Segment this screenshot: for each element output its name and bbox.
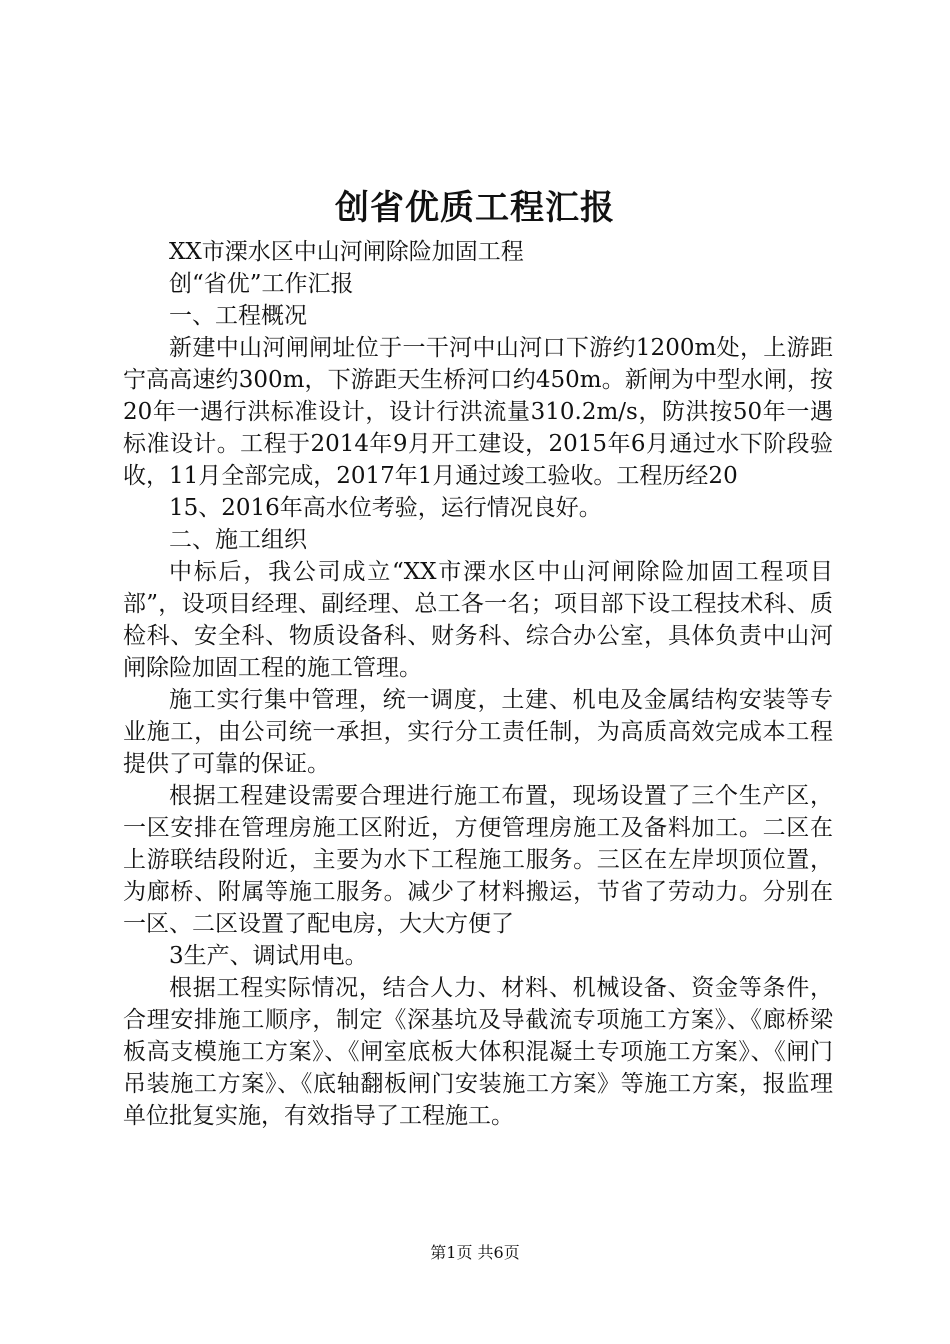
paragraph-overview-continued: 15、2016年高水位考验，运行情况良好。 bbox=[169, 495, 602, 521]
document-title: 创省优质工程汇报 bbox=[335, 188, 615, 228]
paragraph-project-name: XX市溧水区中山河闸除险加固工程 bbox=[169, 239, 524, 265]
section-heading-overview: 一、工程概况 bbox=[169, 303, 307, 329]
paragraph-site-layout: 根据工程建设需要合理进行施工布置，现场设置了三个生产区，一区安排在管理房施工区附近，方便管理房施工及备料加工。二区在上游联结段附近，主要为水下工程施工服务。三区在左岸坝顶位置，为廊桥、附属等施工服务。减少了材料搬运，节省了劳动力。分别在一区、二区设置了配电房，大大方便了 bbox=[123, 783, 833, 937]
section-heading-organization: 二、施工组织 bbox=[169, 527, 307, 553]
paragraph-project-department: 中标后，我公司成立“XX市溧水区中山河闸除险加固工程项目部”，设项目经理、副经理、总工各一名；项目部下设工程技术科、质检科、安全科、物质设备科、财务科、综合办公室，具体负责中山河闸除险加固工程的施工管理。 bbox=[123, 559, 833, 681]
document-body bbox=[123, 236, 833, 1132]
paragraph-centralized-management: 施工实行集中管理，统一调度，土建、机电及金属结构安装等专业施工，由公司统一承担，实行分工责任制，为高质高效完成本工程提供了可靠的保证。 bbox=[123, 687, 833, 777]
paragraph-report-subtitle: 创“省优”工作汇报 bbox=[169, 271, 354, 297]
paragraph-overview: 新建中山河闸闸址位于一干河中山河口下游约1200m处，上游距宁高高速约300m，下游距天生桥河口约450m。新闸为中型水闸，按20年一遇行洪标准设计，设计行洪流量310.2m/s，防洪按50年一遇标准设计。工程于2014年9月开工建设，2015年6月通过水下阶段验收，11月全部完成，2017年1月通过竣工验收。工程历经20 bbox=[123, 335, 833, 489]
page-number: 第1页 共6页 bbox=[430, 1243, 520, 1262]
paragraph-site-layout-continued: 3生产、调试用电。 bbox=[169, 943, 368, 969]
paragraph-construction-plans: 根据工程实际情况，结合人力、材料、机械设备、资金等条件，合理安排施工顺序，制定《深基坑及导截流专项施工方案》、《廊桥梁板高支模施工方案》、《闸室底板大体积混凝土专项施工方案》、《闸门吊装施工方案》、《底轴翻板闸门安装施工方案》等施工方案，报监理单位批复实施，有效指导了工程施工。 bbox=[123, 975, 833, 1129]
